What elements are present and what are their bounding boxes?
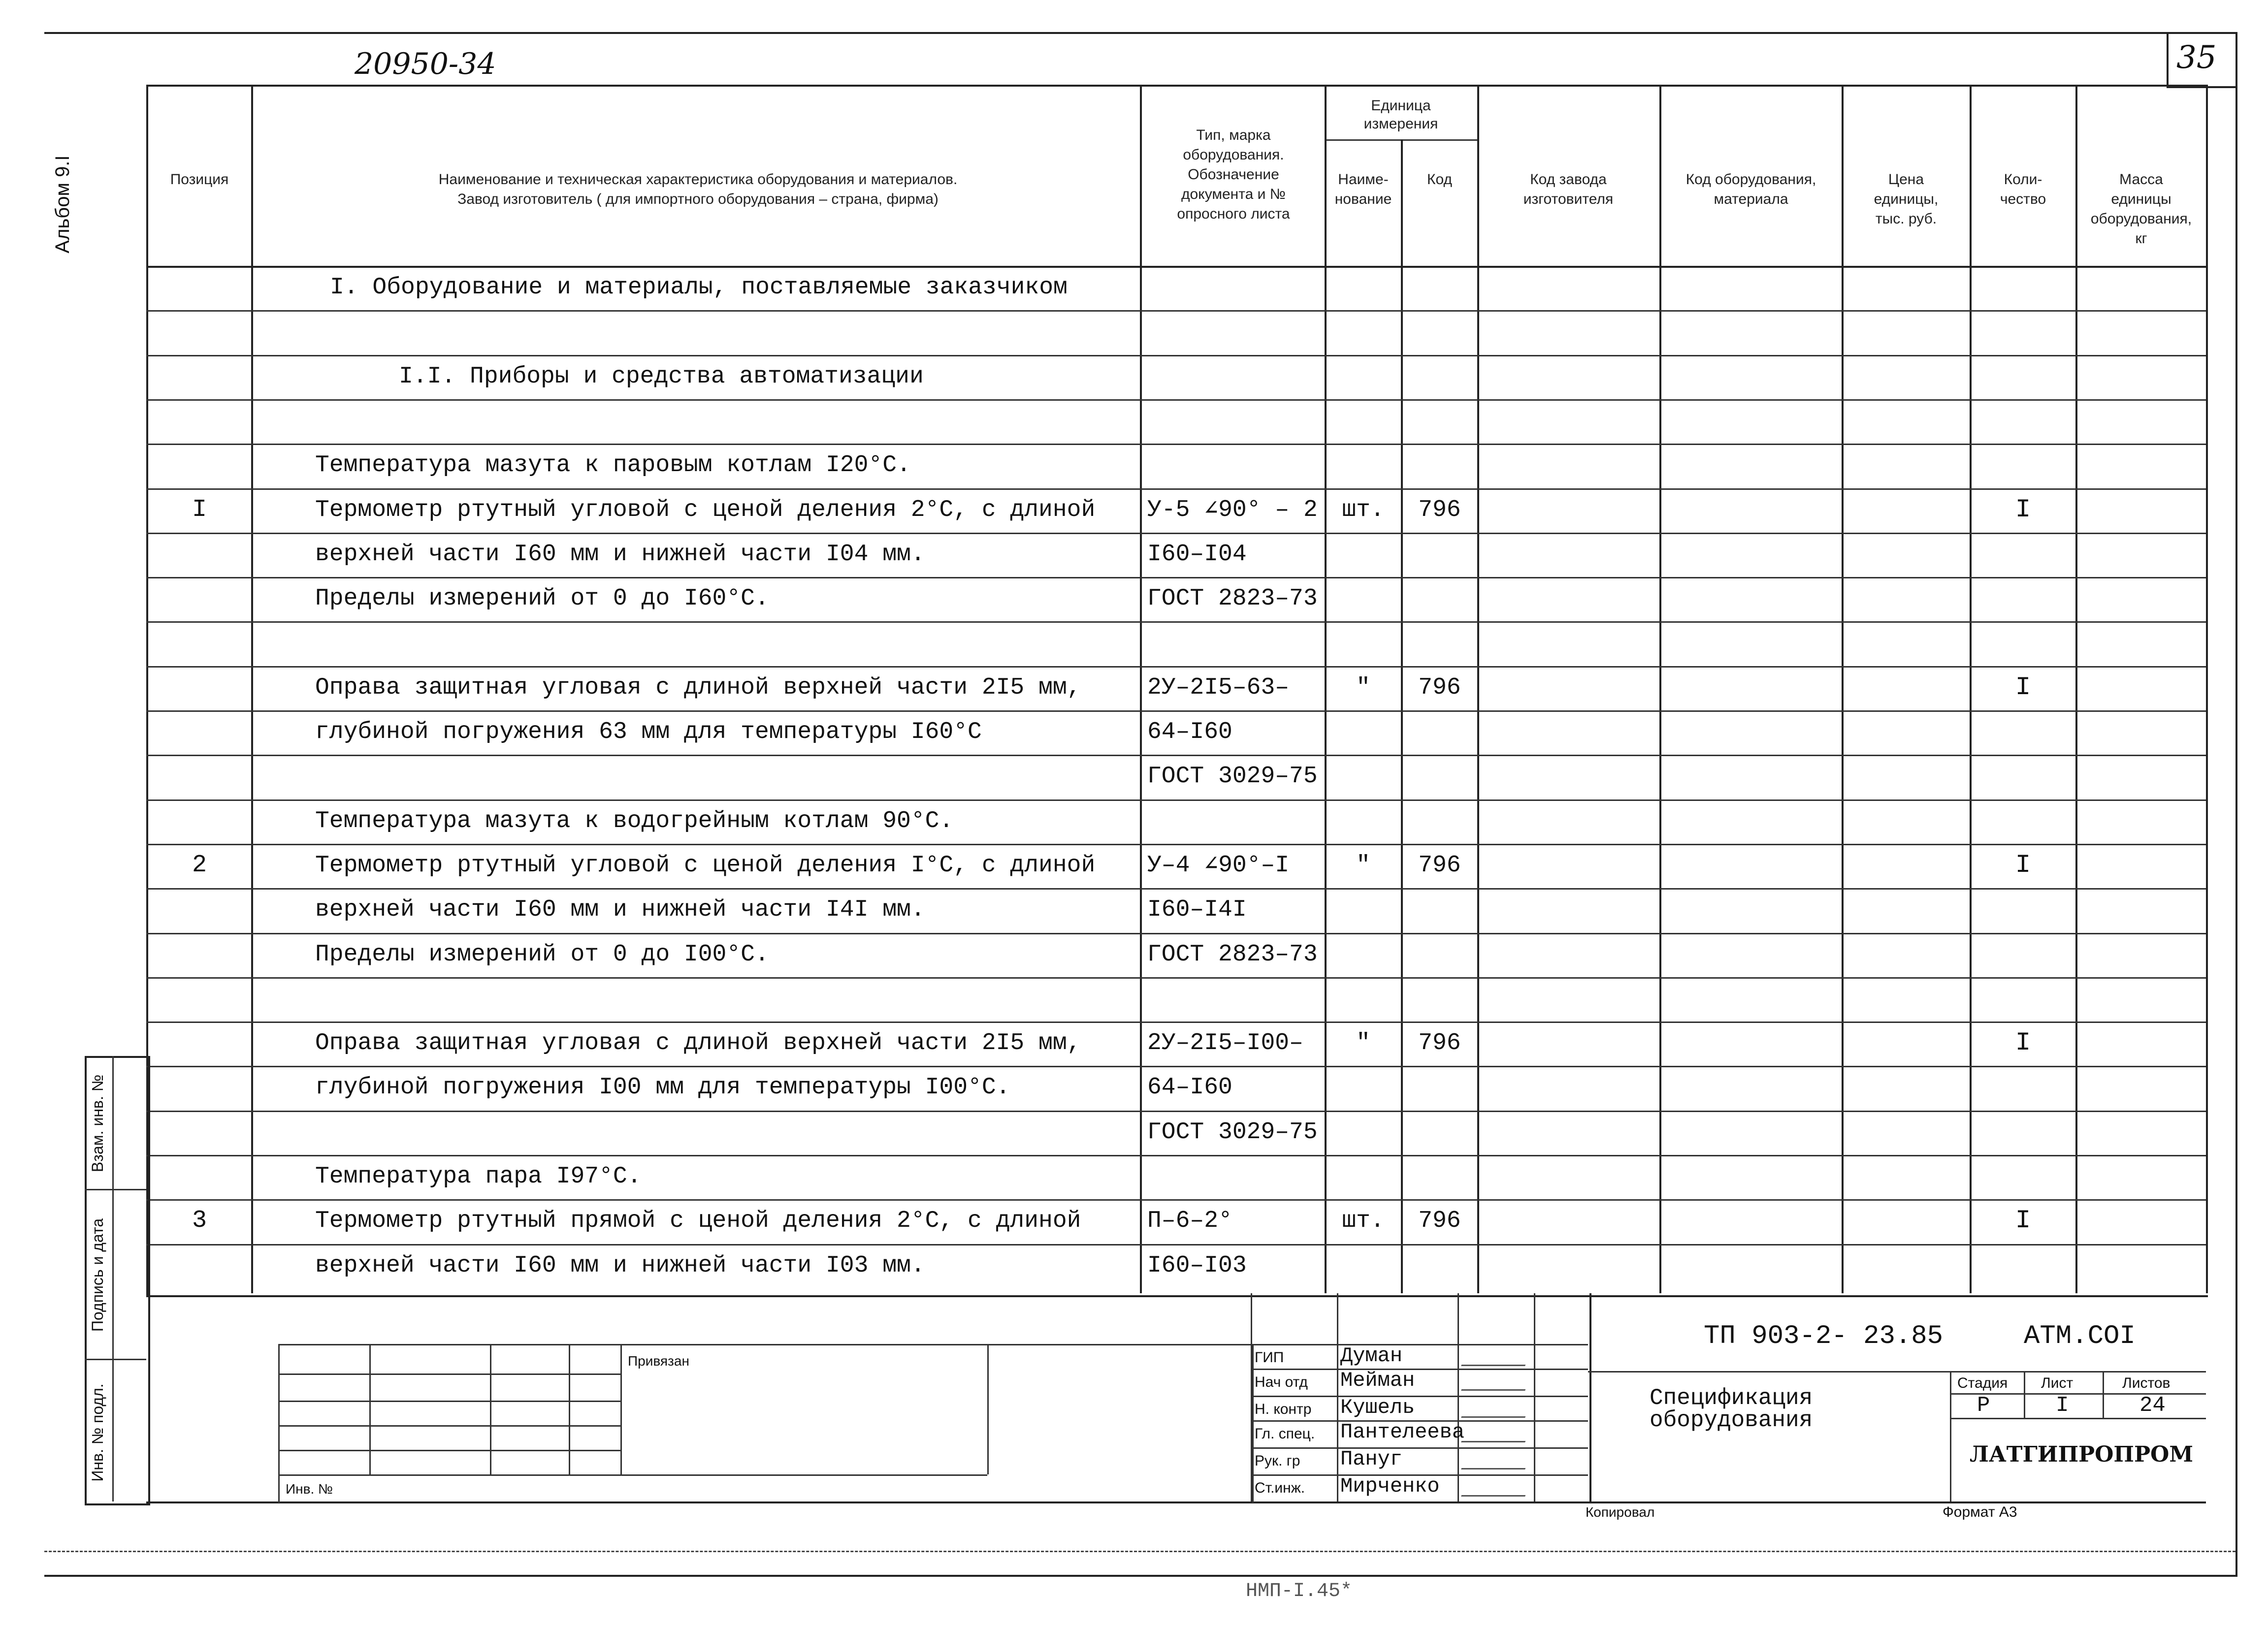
person-name: Мирченко xyxy=(1340,1474,1440,1498)
row-divider xyxy=(146,310,2206,312)
signature-scribble xyxy=(1461,1345,1533,1366)
header-unit-group-0: Единица xyxy=(1371,97,1431,114)
row-type: I60–I4I xyxy=(1147,896,1247,924)
header-mass-1: единицы xyxy=(2111,191,2171,207)
row-type: ГОСТ 3029–75 xyxy=(1147,1118,1318,1146)
sheet-label: Лист xyxy=(2041,1375,2074,1391)
row-name: I. Оборудование и материалы, поставляемые заказчиком xyxy=(330,274,1068,301)
role-label: Гл. спец. xyxy=(1255,1426,1315,1442)
row-name: Температура мазута к водогрейным котлам 90°С. xyxy=(315,807,954,834)
row-code: 796 xyxy=(1418,674,1461,701)
row-divider xyxy=(146,1199,2206,1201)
row-type: У-5 ∠90° – 2 xyxy=(1147,496,1318,523)
doc-title-line1: Спецификация xyxy=(1650,1385,1813,1411)
row-name: Пределы измерений от 0 до I00°С. xyxy=(315,941,769,968)
inv-no-label: Инв. № xyxy=(286,1481,333,1497)
row-divider xyxy=(146,1111,2206,1112)
header-name-line1: Наименование и техническая характеристика оборудования и материалов. xyxy=(438,171,958,188)
header-quantity-0: Коли- xyxy=(2004,171,2042,188)
row-type: ГОСТ 2823–73 xyxy=(1147,585,1318,612)
signature-scribble xyxy=(1461,1475,1533,1497)
row-divider xyxy=(146,666,2206,668)
row-divider xyxy=(146,577,2206,578)
signature-grid xyxy=(1251,1293,1591,1501)
header-mass-2: оборудования, xyxy=(2090,211,2192,227)
header-equip-code-1: материала xyxy=(1714,191,1788,207)
signature-scribble xyxy=(1461,1370,1533,1391)
row-name: Пределы измерений от 0 до I60°С. xyxy=(315,585,769,612)
row-divider xyxy=(146,1021,2206,1023)
page-number: 35 xyxy=(2176,39,2217,76)
row-divider xyxy=(146,933,2206,934)
row-name: верхней части I60 мм и нижней части I03 мм. xyxy=(315,1252,925,1279)
project-code: ТП 903-2- 23.85 xyxy=(1704,1321,1944,1351)
footer-code: НМП-I.45* xyxy=(1246,1580,1353,1602)
row-name: глубиной погружения I00 мм для температуры I00°С. xyxy=(315,1074,1010,1101)
row-name: Термометр ртутный прямой с ценой деления 2°С, с длиной xyxy=(315,1208,1081,1235)
person-name: Мейман xyxy=(1340,1369,1415,1392)
header-unit-name-1: нование xyxy=(1334,191,1392,207)
document-number: 20950-34 xyxy=(355,47,496,81)
header-unit-code: Код xyxy=(1426,171,1452,188)
row-type: ГОСТ 2823–73 xyxy=(1147,941,1318,968)
header-price-2: тыс. руб. xyxy=(1875,211,1937,227)
row-name: Термометр ртутный угловой с ценой деления I°С, с длиной xyxy=(315,852,1096,879)
row-divider xyxy=(146,710,2206,712)
header-mass-0: Масса xyxy=(2119,171,2163,188)
header-price-1: единицы, xyxy=(1874,191,1939,207)
row-code: 796 xyxy=(1418,496,1461,523)
row-name: Температура пара I97°С. xyxy=(315,1163,642,1190)
row-quantity: I xyxy=(2015,672,2031,702)
kopiroval-label: Копировал xyxy=(1586,1504,1655,1520)
row-position: 2 xyxy=(192,851,207,879)
row-divider xyxy=(146,444,2206,445)
row-divider xyxy=(146,1066,2206,1067)
format-label: Формат А3 xyxy=(1943,1504,2017,1520)
row-type: 2У–2I5–63– xyxy=(1147,674,1290,701)
row-code: 796 xyxy=(1418,852,1461,879)
role-label: Нач отд xyxy=(1255,1374,1308,1390)
header-factory-code-0: Код завода xyxy=(1530,171,1607,188)
row-divider xyxy=(146,399,2206,401)
header-unit-group-1: измерения xyxy=(1363,116,1438,132)
role-label: ГИП xyxy=(1255,1349,1284,1366)
role-label: Ст.инж. xyxy=(1255,1480,1305,1496)
row-divider xyxy=(146,799,2206,801)
row-name: Температура мазута к паровым котлам I20°С. xyxy=(315,452,911,479)
role-label: Рук. гр xyxy=(1255,1453,1300,1469)
side-stamp-vzam: Взам. инв. № xyxy=(89,1074,106,1173)
header-equip-code-0: Код оборудования, xyxy=(1685,171,1816,188)
row-type: I60–I03 xyxy=(1147,1252,1247,1279)
side-stamp-podpis: Подпись и дата xyxy=(89,1218,106,1332)
header-mass-3: кг xyxy=(2135,230,2147,247)
row-divider xyxy=(146,621,2206,623)
row-divider xyxy=(146,755,2206,756)
signature-scribble xyxy=(1461,1397,1533,1418)
header-factory-code-1: изготовителя xyxy=(1523,191,1614,207)
row-divider xyxy=(146,1244,2206,1245)
row-divider xyxy=(146,844,2206,845)
row-type: I60–I04 xyxy=(1147,541,1247,568)
signature-scribble xyxy=(1461,1421,1533,1442)
row-position: I xyxy=(192,495,207,524)
sheets-label: Листов xyxy=(2122,1375,2171,1391)
row-divider xyxy=(146,355,2206,356)
row-type: 64–I60 xyxy=(1147,1074,1232,1101)
person-name: Кушель xyxy=(1340,1396,1415,1419)
row-unit: " xyxy=(1356,852,1370,879)
row-type: 2У–2I5–I00– xyxy=(1147,1030,1303,1057)
album-label: Альбом 9.I xyxy=(52,155,73,254)
row-unit: " xyxy=(1356,1030,1370,1057)
row-name: глубиной погружения 63 мм для температуры I60°С xyxy=(315,719,982,745)
row-name: верхней части I60 мм и нижней части I4I мм. xyxy=(315,896,925,924)
header-unit-name-0: Наиме- xyxy=(1338,171,1389,188)
privyazan-label: Привязан xyxy=(628,1353,689,1369)
person-name: Пануг xyxy=(1340,1447,1403,1471)
row-quantity: I xyxy=(2015,850,2031,880)
row-divider xyxy=(146,888,2206,890)
row-type: 64–I60 xyxy=(1147,719,1232,745)
row-divider xyxy=(146,977,2206,979)
row-divider xyxy=(146,533,2206,534)
row-unit: шт. xyxy=(1342,496,1385,523)
header-type-4: опросного листа xyxy=(1177,206,1290,222)
doc-title-line2: оборудования xyxy=(1650,1407,1813,1433)
row-divider xyxy=(146,488,2206,490)
person-name: Думан xyxy=(1340,1344,1403,1368)
sheets-value: 24 xyxy=(2139,1393,2166,1418)
frame-left-dashed xyxy=(44,1551,2236,1552)
row-unit: шт. xyxy=(1342,1208,1385,1235)
row-unit: " xyxy=(1356,674,1370,701)
row-name: Термометр ртутный угловой с ценой деления 2°С, с длиной xyxy=(315,496,1096,523)
row-name: Оправа защитная угловая с длиной верхней части 2I5 мм, xyxy=(315,1030,1081,1057)
row-quantity: I xyxy=(2015,1028,2031,1058)
row-quantity: I xyxy=(2015,495,2031,524)
row-type: П–6–2° xyxy=(1147,1208,1232,1235)
header-position: Позиция xyxy=(170,171,229,188)
org-name: ЛАТГИПРОПРОМ xyxy=(1970,1442,2194,1467)
row-code: 796 xyxy=(1418,1030,1461,1057)
row-position: 3 xyxy=(192,1207,207,1235)
row-code: 796 xyxy=(1418,1208,1461,1235)
header-quantity-1: чество xyxy=(2000,191,2046,207)
signature-scribble xyxy=(1461,1448,1533,1469)
header-name-line2: Завод изготовитель ( для импортного оборудования – страна, фирма) xyxy=(457,191,939,207)
header-price-0: Цена xyxy=(1888,171,1924,188)
row-name: Оправа защитная угловая с длиной верхней части 2I5 мм, xyxy=(315,674,1081,701)
row-type: ГОСТ 3029–75 xyxy=(1147,763,1318,790)
sheet-code: АТМ.СОI xyxy=(2024,1321,2136,1351)
row-type: У–4 ∠90°–I xyxy=(1147,852,1290,879)
privyazan-table xyxy=(278,1344,1254,1503)
row-divider xyxy=(146,1155,2206,1156)
person-name: Пантелеева xyxy=(1340,1420,1465,1444)
row-quantity: I xyxy=(2015,1206,2031,1236)
sheet-value: I xyxy=(2056,1393,2069,1418)
row-name: I.I. Приборы и средства автоматизации xyxy=(399,363,924,390)
stage-label: Стадия xyxy=(1957,1375,2008,1391)
header-type-2: Обозначение xyxy=(1188,166,1279,183)
header-type-3: документа и № xyxy=(1181,186,1286,202)
header-type-0: Тип, марка xyxy=(1196,127,1271,143)
side-stamp-inv: Инв. № подл. xyxy=(89,1383,106,1482)
stage-value: Р xyxy=(1977,1393,1990,1418)
header-type-1: оборудования. xyxy=(1183,147,1284,163)
role-label: Н. контр xyxy=(1255,1401,1312,1417)
row-name: верхней части I60 мм и нижней части I04 мм. xyxy=(315,541,925,568)
